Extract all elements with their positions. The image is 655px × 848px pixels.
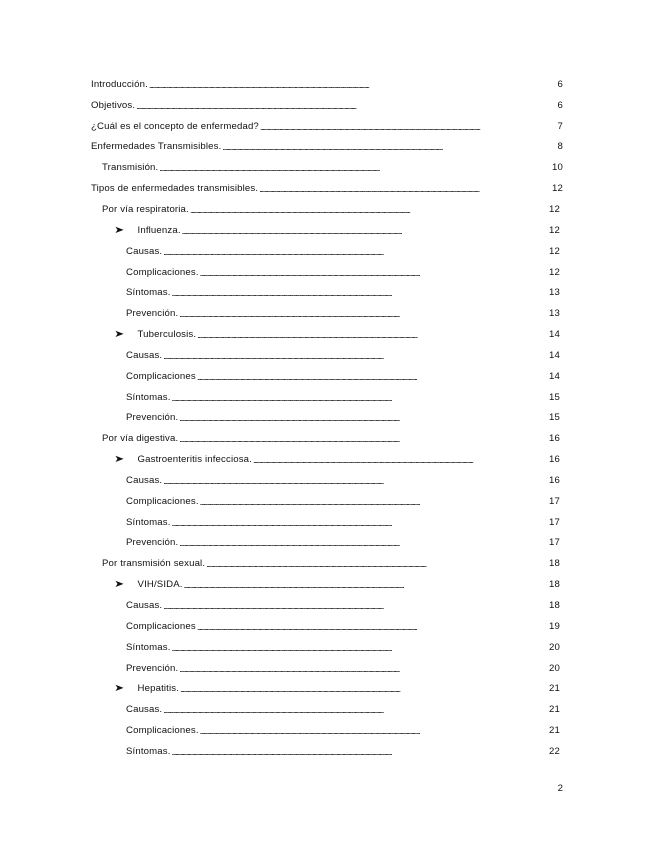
dot-leader (190, 205, 548, 216)
toc-entry-title: Objetivos. (91, 99, 136, 111)
toc-entry-page: 14 (549, 370, 560, 382)
toc-entry-page: 18 (549, 558, 560, 570)
toc-entry-title: Introducción. (91, 78, 148, 90)
dot-leader (200, 268, 548, 279)
toc-entry-title: Por vía respiratoria. (102, 203, 189, 215)
toc-entry-title: Prevención. (126, 537, 179, 549)
toc-entry[interactable] (0, 470, 655, 491)
toc-entry-page: 12 (549, 203, 560, 215)
toc-entry[interactable] (0, 533, 655, 554)
toc-entry[interactable] (0, 408, 655, 429)
toc-entry-title: Síntomas. (126, 287, 171, 299)
dot-leader (184, 580, 548, 591)
dot-leader (259, 184, 551, 195)
dot-leader (260, 122, 557, 133)
toc-entry-page: 8 (557, 141, 563, 153)
toc-entry-page: 16 (549, 433, 560, 445)
toc-entry-page: 17 (549, 537, 560, 549)
toc-entry-title: Tuberculosis. (137, 329, 197, 341)
toc-entry-title: Transmisión. (102, 162, 159, 174)
toc-entry-page: 21 (549, 683, 560, 695)
toc-entry[interactable] (0, 574, 655, 595)
toc-entry[interactable] (0, 262, 655, 283)
toc-entry[interactable] (0, 116, 655, 137)
toc-entry-page: 21 (549, 704, 560, 716)
toc-entry-title: Gastroenteritis infecciosa. (137, 454, 252, 466)
toc-entry-page: 12 (549, 224, 560, 236)
toc-entry[interactable] (0, 199, 655, 220)
toc-entry[interactable] (0, 220, 655, 241)
dot-leader (163, 476, 548, 487)
toc-entry-page: 6 (557, 78, 563, 90)
toc-entry-title: Prevención. (126, 308, 179, 320)
dot-leader (197, 330, 548, 341)
arrow-bullet-icon: ➤ (114, 579, 125, 591)
dot-leader (200, 726, 548, 737)
toc-entry[interactable] (0, 616, 655, 637)
toc-entry-page: 12 (549, 266, 560, 278)
toc-entry-title: Síntomas. (126, 641, 171, 653)
dot-leader (253, 455, 548, 466)
toc-entry[interactable] (0, 241, 655, 262)
dot-leader (172, 747, 548, 758)
toc-entry-title: Complicaciones. (126, 725, 199, 737)
toc-entry-page: 19 (549, 620, 560, 632)
toc-entry[interactable] (0, 658, 655, 679)
toc-entry-page: 17 (549, 495, 560, 507)
toc-entry[interactable] (0, 366, 655, 387)
toc-entry-page: 16 (549, 474, 560, 486)
toc-entry-title: Prevención. (126, 412, 179, 424)
toc-entry-page: 12 (552, 183, 563, 195)
toc-entry[interactable] (0, 720, 655, 741)
page-number: 2 (557, 783, 563, 794)
dot-leader (163, 601, 548, 612)
toc-entry[interactable] (0, 387, 655, 408)
toc-entry-page: 13 (549, 308, 560, 320)
dot-leader (179, 413, 548, 424)
toc-entry-page: 18 (549, 600, 560, 612)
toc-entry-title: Causas. (126, 349, 163, 361)
toc-entry-title: Causas. (126, 245, 163, 257)
arrow-bullet-icon: ➤ (114, 224, 125, 236)
toc-entry[interactable] (0, 699, 655, 720)
toc-entry[interactable] (0, 178, 655, 199)
toc-entry-title: Complicaciones (126, 620, 196, 632)
toc-entry[interactable] (0, 324, 655, 345)
dot-leader (163, 247, 548, 258)
toc-entry-page: 12 (549, 245, 560, 257)
toc-entry[interactable] (0, 345, 655, 366)
toc-entry-title: Síntomas. (126, 516, 171, 528)
toc-entry-title: Síntomas. (126, 745, 171, 757)
toc-entry-page: 20 (549, 662, 560, 674)
dot-leader (172, 288, 548, 299)
toc-entry-page: 15 (549, 412, 560, 424)
toc-entry[interactable] (0, 157, 655, 178)
toc-entry-page: 14 (549, 349, 560, 361)
dot-leader (159, 163, 551, 174)
toc-entry-title: Por transmisión sexual. (102, 558, 206, 570)
toc-entry[interactable] (0, 95, 655, 116)
dot-leader (179, 309, 548, 320)
toc-entry[interactable] (0, 74, 655, 95)
toc-entry-page: 22 (549, 745, 560, 757)
toc-entry[interactable] (0, 512, 655, 533)
toc-entry-page: 14 (549, 329, 560, 341)
toc-entry-page: 21 (549, 725, 560, 737)
toc-entry-title: Enfermedades Transmisibles. (91, 141, 222, 153)
dot-leader (206, 559, 548, 570)
toc-entry-page: 18 (549, 579, 560, 591)
toc-entry-page: 7 (557, 120, 563, 132)
toc-entry-page: 6 (557, 99, 563, 111)
toc-entry-title: Complicaciones (126, 370, 196, 382)
toc-entry-page: 15 (549, 391, 560, 403)
toc-entry-title: Causas. (126, 704, 163, 716)
toc-entry-title: Causas. (126, 474, 163, 486)
arrow-bullet-icon: ➤ (114, 683, 125, 695)
dot-leader (172, 643, 548, 654)
toc-entry-page: 20 (549, 641, 560, 653)
toc-entry-page: 17 (549, 516, 560, 528)
toc-entry-page: 16 (549, 454, 560, 466)
dot-leader (182, 226, 548, 237)
arrow-bullet-icon: ➤ (114, 454, 125, 466)
toc-entry-title: ¿Cuál es el concepto de enfermedad? (91, 120, 259, 132)
toc-entry[interactable] (0, 741, 655, 762)
toc-entry[interactable] (0, 428, 655, 449)
dot-leader (163, 705, 548, 716)
table-of-contents (0, 74, 655, 762)
toc-entry-title: Causas. (126, 600, 163, 612)
dot-leader (149, 80, 557, 91)
dot-leader (172, 393, 548, 404)
dot-leader (222, 142, 556, 153)
toc-entry-page: 10 (552, 162, 563, 174)
toc-entry-title: Complicaciones. (126, 495, 199, 507)
toc-entry[interactable] (0, 282, 655, 303)
toc-entry[interactable] (0, 678, 655, 699)
toc-entry-title: Por vía digestiva. (102, 433, 179, 445)
toc-entry-page: 13 (549, 287, 560, 299)
dot-leader (197, 622, 548, 633)
dot-leader (197, 372, 548, 383)
toc-entry-title: Complicaciones. (126, 266, 199, 278)
toc-entry[interactable] (0, 303, 655, 324)
toc-entry[interactable] (0, 595, 655, 616)
toc-entry-title: Tipos de enfermedades transmisibles. (91, 183, 259, 195)
dot-leader (179, 538, 548, 549)
toc-entry[interactable] (0, 491, 655, 512)
toc-entry-title: Prevención. (126, 662, 179, 674)
toc-entry[interactable] (0, 637, 655, 658)
dot-leader (172, 518, 548, 529)
dot-leader (179, 664, 548, 675)
dot-leader (200, 497, 548, 508)
dot-leader (136, 101, 556, 112)
dot-leader (163, 351, 548, 362)
toc-entry[interactable] (0, 449, 655, 470)
toc-entry[interactable] (0, 553, 655, 574)
arrow-bullet-icon: ➤ (114, 329, 125, 341)
toc-entry-title: Hepatitis. (137, 683, 180, 695)
dot-leader (180, 684, 548, 695)
toc-entry[interactable] (0, 137, 655, 158)
toc-entry-title: VIH/SIDA. (137, 579, 183, 591)
toc-entry-title: Síntomas. (126, 391, 171, 403)
dot-leader (179, 434, 548, 445)
toc-entry-title: Influenza. (137, 224, 181, 236)
